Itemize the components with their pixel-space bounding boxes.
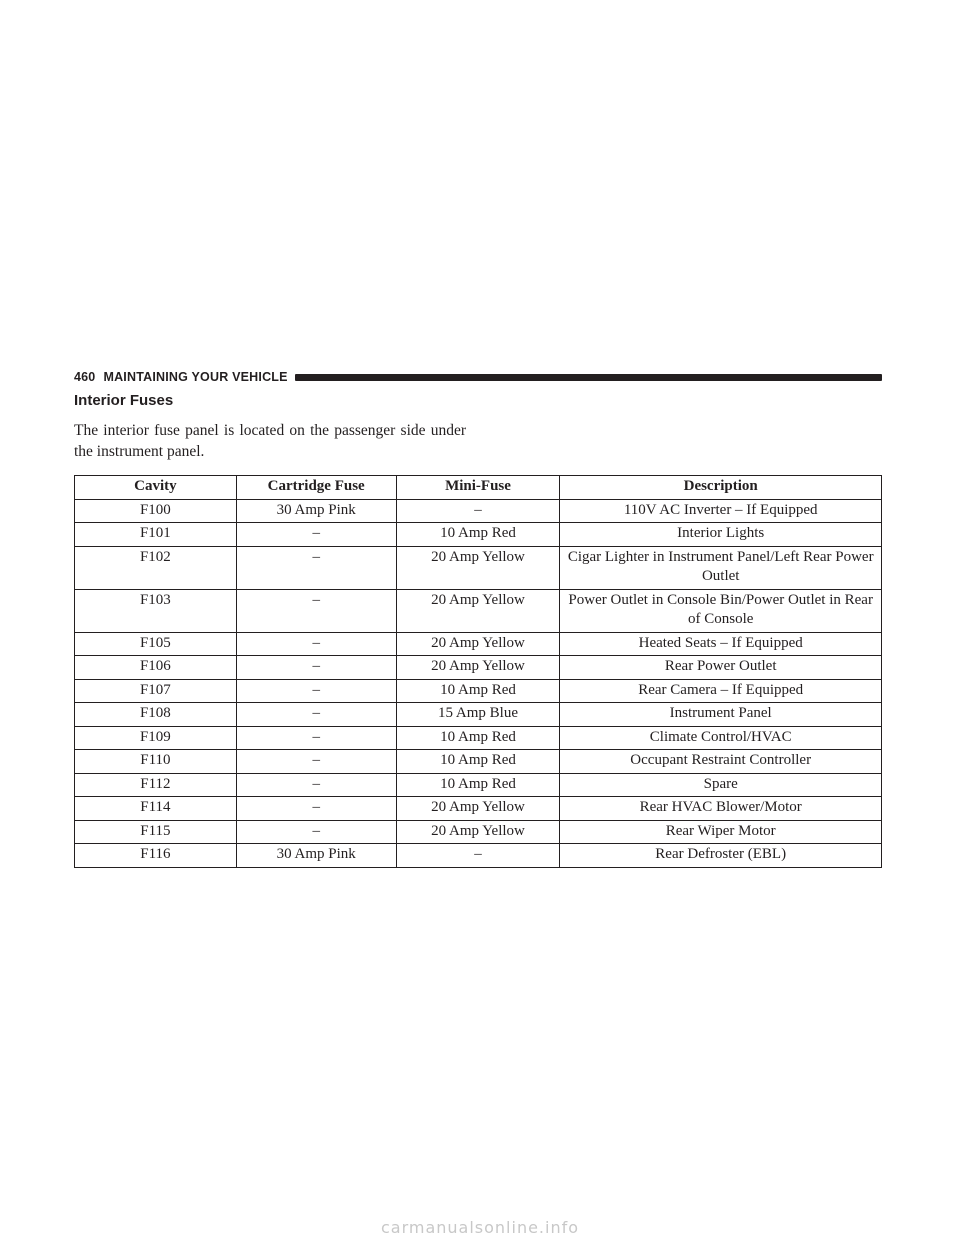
table-row <box>75 820 882 844</box>
mini-fuse-cell: 20 Amp Yellow <box>396 546 560 589</box>
cavity-cell: F109 <box>75 726 237 750</box>
cartridge-fuse-cell: – <box>236 546 396 589</box>
cartridge-fuse-cell: – <box>236 820 396 844</box>
cartridge-fuse-cell: – <box>236 797 396 821</box>
description-cell: Occupant Restraint Controller <box>560 750 882 774</box>
table-row <box>75 546 882 589</box>
table-header-row <box>75 476 882 500</box>
mini-fuse-cell: – <box>396 844 560 868</box>
mini-fuse-cell: 20 Amp Yellow <box>396 797 560 821</box>
mini-fuse-cell: 10 Amp Red <box>396 750 560 774</box>
cavity-cell: F106 <box>75 656 237 680</box>
description-cell: Rear Defroster (EBL) <box>560 844 882 868</box>
mini-fuse-cell: 15 Amp Blue <box>396 703 560 727</box>
cartridge-fuse-cell: – <box>236 726 396 750</box>
table-row <box>75 703 882 727</box>
cartridge-fuse-cell: – <box>236 679 396 703</box>
section-heading: Interior Fuses <box>74 392 174 409</box>
cavity-cell: F102 <box>75 546 237 589</box>
intro-paragraph: The interior fuse panel is located on the passenger side under the instrument panel. <box>74 422 466 460</box>
cartridge-fuse-cell: – <box>236 656 396 680</box>
description-cell: Instrument Panel <box>560 703 882 727</box>
description-cell: Spare <box>560 773 882 797</box>
table-row <box>75 797 882 821</box>
column-header-mini-fuse: Mini-Fuse <box>396 476 560 500</box>
table-row <box>75 844 882 868</box>
description-cell: Power Outlet in Console Bin/Power Outlet in Rear of Console <box>560 589 882 632</box>
cartridge-fuse-cell: 30 Amp Pink <box>236 499 396 523</box>
mini-fuse-cell: 20 Amp Yellow <box>396 632 560 656</box>
description-cell: Heated Seats – If Equipped <box>560 632 882 656</box>
cavity-cell: F114 <box>75 797 237 821</box>
mini-fuse-cell: 10 Amp Red <box>396 523 560 547</box>
cavity-cell: F116 <box>75 844 237 868</box>
cartridge-fuse-cell: – <box>236 523 396 547</box>
table-row <box>75 656 882 680</box>
table-row <box>75 499 882 523</box>
description-cell: Rear Power Outlet <box>560 656 882 680</box>
cavity-cell: F115 <box>75 820 237 844</box>
fuse-table-body <box>75 499 882 867</box>
mini-fuse-cell: – <box>396 499 560 523</box>
table-row <box>75 750 882 774</box>
cartridge-fuse-cell: – <box>236 703 396 727</box>
cavity-cell: F108 <box>75 703 237 727</box>
description-cell: Cigar Lighter in Instrument Panel/Left Rear Power Outlet <box>560 546 882 589</box>
table-row <box>75 589 882 632</box>
table-row <box>75 773 882 797</box>
mini-fuse-cell: 10 Amp Red <box>396 773 560 797</box>
cavity-cell: F101 <box>75 523 237 547</box>
description-cell: Rear HVAC Blower/Motor <box>560 797 882 821</box>
mini-fuse-cell: 20 Amp Yellow <box>396 656 560 680</box>
mini-fuse-cell: 20 Amp Yellow <box>396 589 560 632</box>
cavity-cell: F100 <box>75 499 237 523</box>
cavity-cell: F105 <box>75 632 237 656</box>
mini-fuse-cell: 10 Amp Red <box>396 679 560 703</box>
description-cell: Rear Wiper Motor <box>560 820 882 844</box>
column-header-description: Description <box>560 476 882 500</box>
mini-fuse-cell: 20 Amp Yellow <box>396 820 560 844</box>
page-header <box>74 369 882 385</box>
cavity-cell: F112 <box>75 773 237 797</box>
table-row <box>75 523 882 547</box>
description-cell: 110V AC Inverter – If Equipped <box>560 499 882 523</box>
page-number: 460 <box>74 370 96 384</box>
cavity-cell: F110 <box>75 750 237 774</box>
cartridge-fuse-cell: – <box>236 773 396 797</box>
table-row <box>75 632 882 656</box>
watermark: carmanualsonline.info <box>380 1218 580 1237</box>
description-cell: Rear Camera – If Equipped <box>560 679 882 703</box>
cavity-cell: F107 <box>75 679 237 703</box>
description-cell: Climate Control/HVAC <box>560 726 882 750</box>
fuse-table <box>74 475 882 868</box>
section-title: MAINTAINING YOUR VEHICLE <box>103 370 288 384</box>
cavity-cell: F103 <box>75 589 237 632</box>
header-rule <box>295 374 882 381</box>
mini-fuse-cell: 10 Amp Red <box>396 726 560 750</box>
column-header-cartridge-fuse: Cartridge Fuse <box>236 476 396 500</box>
cartridge-fuse-cell: 30 Amp Pink <box>236 844 396 868</box>
column-header-cavity: Cavity <box>75 476 237 500</box>
table-row <box>75 679 882 703</box>
description-cell: Interior Lights <box>560 523 882 547</box>
cartridge-fuse-cell: – <box>236 750 396 774</box>
cartridge-fuse-cell: – <box>236 589 396 632</box>
cartridge-fuse-cell: – <box>236 632 396 656</box>
table-row <box>75 726 882 750</box>
